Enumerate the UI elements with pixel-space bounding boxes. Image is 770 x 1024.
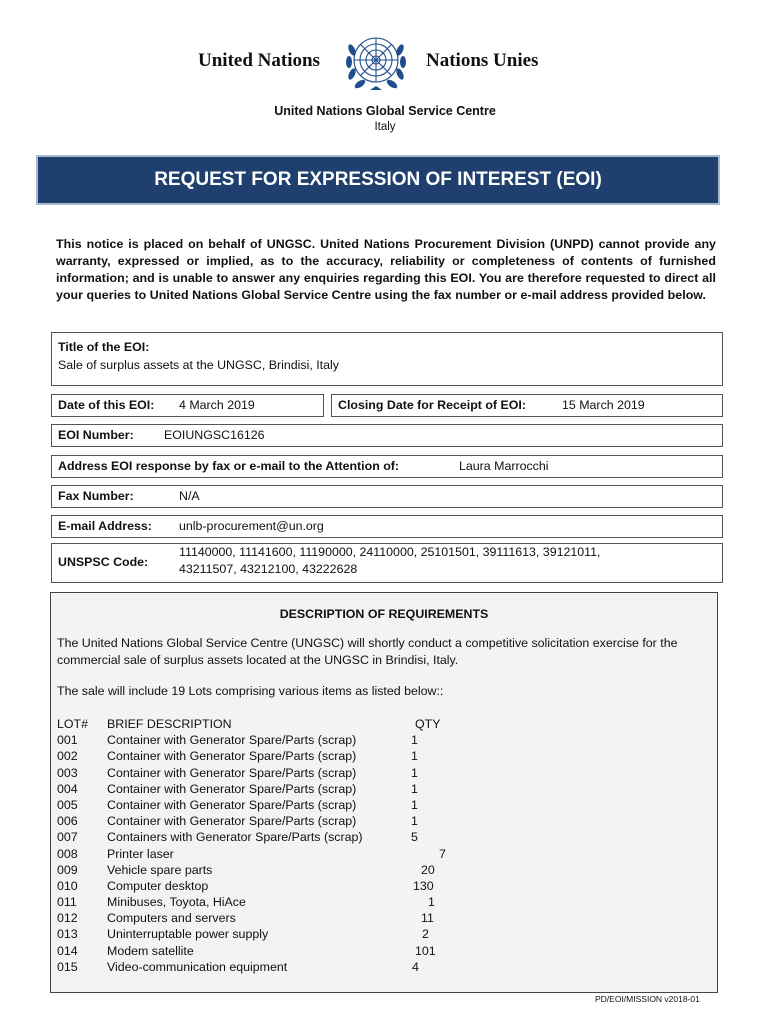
lot-description: Computer desktop: [107, 878, 209, 893]
fax-value: N/A: [179, 489, 200, 503]
lot-qty: 4: [412, 959, 419, 974]
eoi-title-value: Sale of surplus assets at the UNGSC, Brindisi, Italy: [58, 358, 339, 372]
lot-qty: 5: [411, 830, 418, 845]
lot-row: [57, 732, 707, 748]
lot-row: [57, 959, 707, 975]
disclaimer-notice: This notice is placed on behalf of UNGSC. United Nations Procurement Division (UNPD) cannot provide any warranty, expressed or implied, as to the accuracy, reliability or completeness of contents of furnished information; and is unable to answer any enquiries regarding this EOI. You are therefore requested to direct all your queries to United Nations Global Service Centre using the fax number or e-mail address provided below.: [56, 237, 716, 302]
lot-row: [57, 797, 707, 813]
lot-description: Modem satellite: [107, 943, 194, 958]
lot-number: 014: [57, 943, 78, 958]
un-emblem-icon: [342, 30, 410, 96]
lot-number: 004: [57, 781, 78, 796]
un-title-english: United Nations: [198, 50, 320, 71]
eoi-number-label: EOI Number:: [58, 428, 134, 442]
lot-number: 006: [57, 814, 78, 829]
lot-row: [57, 894, 707, 910]
lot-description: Computers and servers: [107, 911, 236, 926]
centre-country: Italy: [374, 121, 396, 133]
email-value[interactable]: unlb-procurement@un.org: [179, 519, 324, 533]
lot-number: 009: [57, 862, 78, 877]
unspsc-value-line1: 11140000, 11141600, 11190000, 24110000, 25101501, 39111613, 39121011,: [179, 545, 601, 559]
page-title-banner: REQUEST FOR EXPRESSION OF INTEREST (EOI): [36, 155, 720, 205]
lot-qty: 1: [428, 895, 435, 910]
unspsc-value-line2: 43211507, 43212100, 43222628: [179, 562, 358, 576]
lot-row: [57, 943, 707, 959]
lot-row: [57, 910, 707, 926]
eoi-title-box: [51, 332, 723, 386]
lot-number: 010: [57, 878, 78, 893]
lot-number: 012: [57, 911, 78, 926]
description-box: [50, 592, 718, 993]
lot-description: Container with Generator Spare/Parts (scrap): [107, 814, 357, 829]
lot-qty: 1: [411, 814, 418, 829]
address-value: Laura Marrocchi: [459, 459, 549, 473]
lot-qty: 1: [411, 733, 418, 748]
lot-row: [57, 862, 707, 878]
lot-number: 005: [57, 797, 78, 812]
lot-description: Container with Generator Spare/Parts (scrap): [107, 765, 357, 780]
eoi-number-value: EOIUNGSC16126: [164, 428, 265, 442]
lot-number: 013: [57, 927, 78, 942]
lot-column-header: LOT#: [57, 717, 88, 731]
unspsc-box: [51, 543, 723, 583]
qty-column-header: QTY: [415, 717, 441, 731]
lot-row: [57, 926, 707, 942]
lot-qty: 1: [411, 765, 418, 780]
lots-table: [57, 716, 707, 975]
lot-description: Container with Generator Spare/Parts (scrap): [107, 781, 357, 796]
lot-number: 007: [57, 830, 78, 845]
closing-date-box: [331, 394, 723, 417]
lot-number: 015: [57, 959, 78, 974]
lot-description: Printer laser: [107, 846, 174, 861]
lot-qty: 130: [413, 878, 434, 893]
description-paragraph-2: The sale will include 19 Lots comprising various items as listed below::: [57, 684, 444, 698]
un-title-french: Nations Unies: [426, 50, 539, 71]
form-version-footer: PD/EOI/MISSION v2018-01: [595, 994, 700, 1004]
fax-label: Fax Number:: [58, 489, 134, 503]
closing-date-value: 15 March 2019: [562, 398, 645, 412]
email-box: [51, 515, 723, 538]
email-label: E-mail Address:: [58, 519, 152, 533]
lot-description: Video-communication equipment: [107, 959, 288, 974]
lot-number: 008: [57, 846, 78, 861]
lots-header-row: [57, 716, 707, 732]
lot-qty: 11: [421, 911, 434, 926]
lot-row: [57, 781, 707, 797]
lot-description: Container with Generator Spare/Parts (scrap): [107, 733, 357, 748]
lot-qty: 2: [422, 927, 429, 942]
address-box: [51, 455, 723, 478]
lot-row: [57, 878, 707, 894]
centre-name: United Nations Global Service Centre: [274, 104, 496, 118]
lot-qty: 1: [411, 797, 418, 812]
closing-date-label: Closing Date for Receipt of EOI:: [338, 398, 526, 412]
lot-row: [57, 829, 707, 845]
lot-description: Container with Generator Spare/Parts (scrap): [107, 749, 357, 764]
lot-qty: 7: [439, 846, 446, 861]
lot-description: Uninterruptable power supply: [107, 927, 269, 942]
eoi-date-label: Date of this EOI:: [58, 398, 155, 412]
address-label: Address EOI response by fax or e-mail to the Attention of:: [58, 459, 400, 473]
eoi-number-box: [51, 424, 723, 447]
lot-description: Minibuses, Toyota, HiAce: [107, 895, 246, 910]
description-paragraph-1: The United Nations Global Service Centre (UNGSC) will shortly conduct a competitive solicitation exercise for the commercial sale of surplus assets located at the UNGSC in Brindisi, Italy.: [57, 636, 678, 667]
eoi-date-box: [51, 394, 324, 417]
lot-description: Vehicle spare parts: [107, 862, 213, 877]
lot-qty: 1: [411, 781, 418, 796]
lot-row: [57, 765, 707, 781]
lot-qty: 20: [421, 862, 435, 877]
fax-box: [51, 485, 723, 508]
lot-description: Containers with Generator Spare/Parts (scrap): [107, 830, 363, 845]
lot-qty: 1: [411, 749, 418, 764]
eoi-date-value: 4 March 2019: [179, 398, 255, 412]
lot-description: Container with Generator Spare/Parts (scrap): [107, 797, 357, 812]
description-column-header: BRIEF DESCRIPTION: [107, 717, 232, 731]
lot-row: [57, 748, 707, 764]
lot-row: [57, 813, 707, 829]
description-heading: DESCRIPTION OF REQUIREMENTS: [279, 607, 489, 621]
lot-row: [57, 846, 707, 862]
eoi-title-label: Title of the EOI:: [58, 340, 150, 354]
lot-number: 002: [57, 749, 78, 764]
unspsc-label: UNSPSC Code:: [58, 555, 149, 569]
lot-number: 001: [57, 733, 78, 748]
lot-qty: 101: [415, 943, 436, 958]
lot-number: 011: [57, 895, 77, 910]
lot-number: 003: [57, 765, 78, 780]
